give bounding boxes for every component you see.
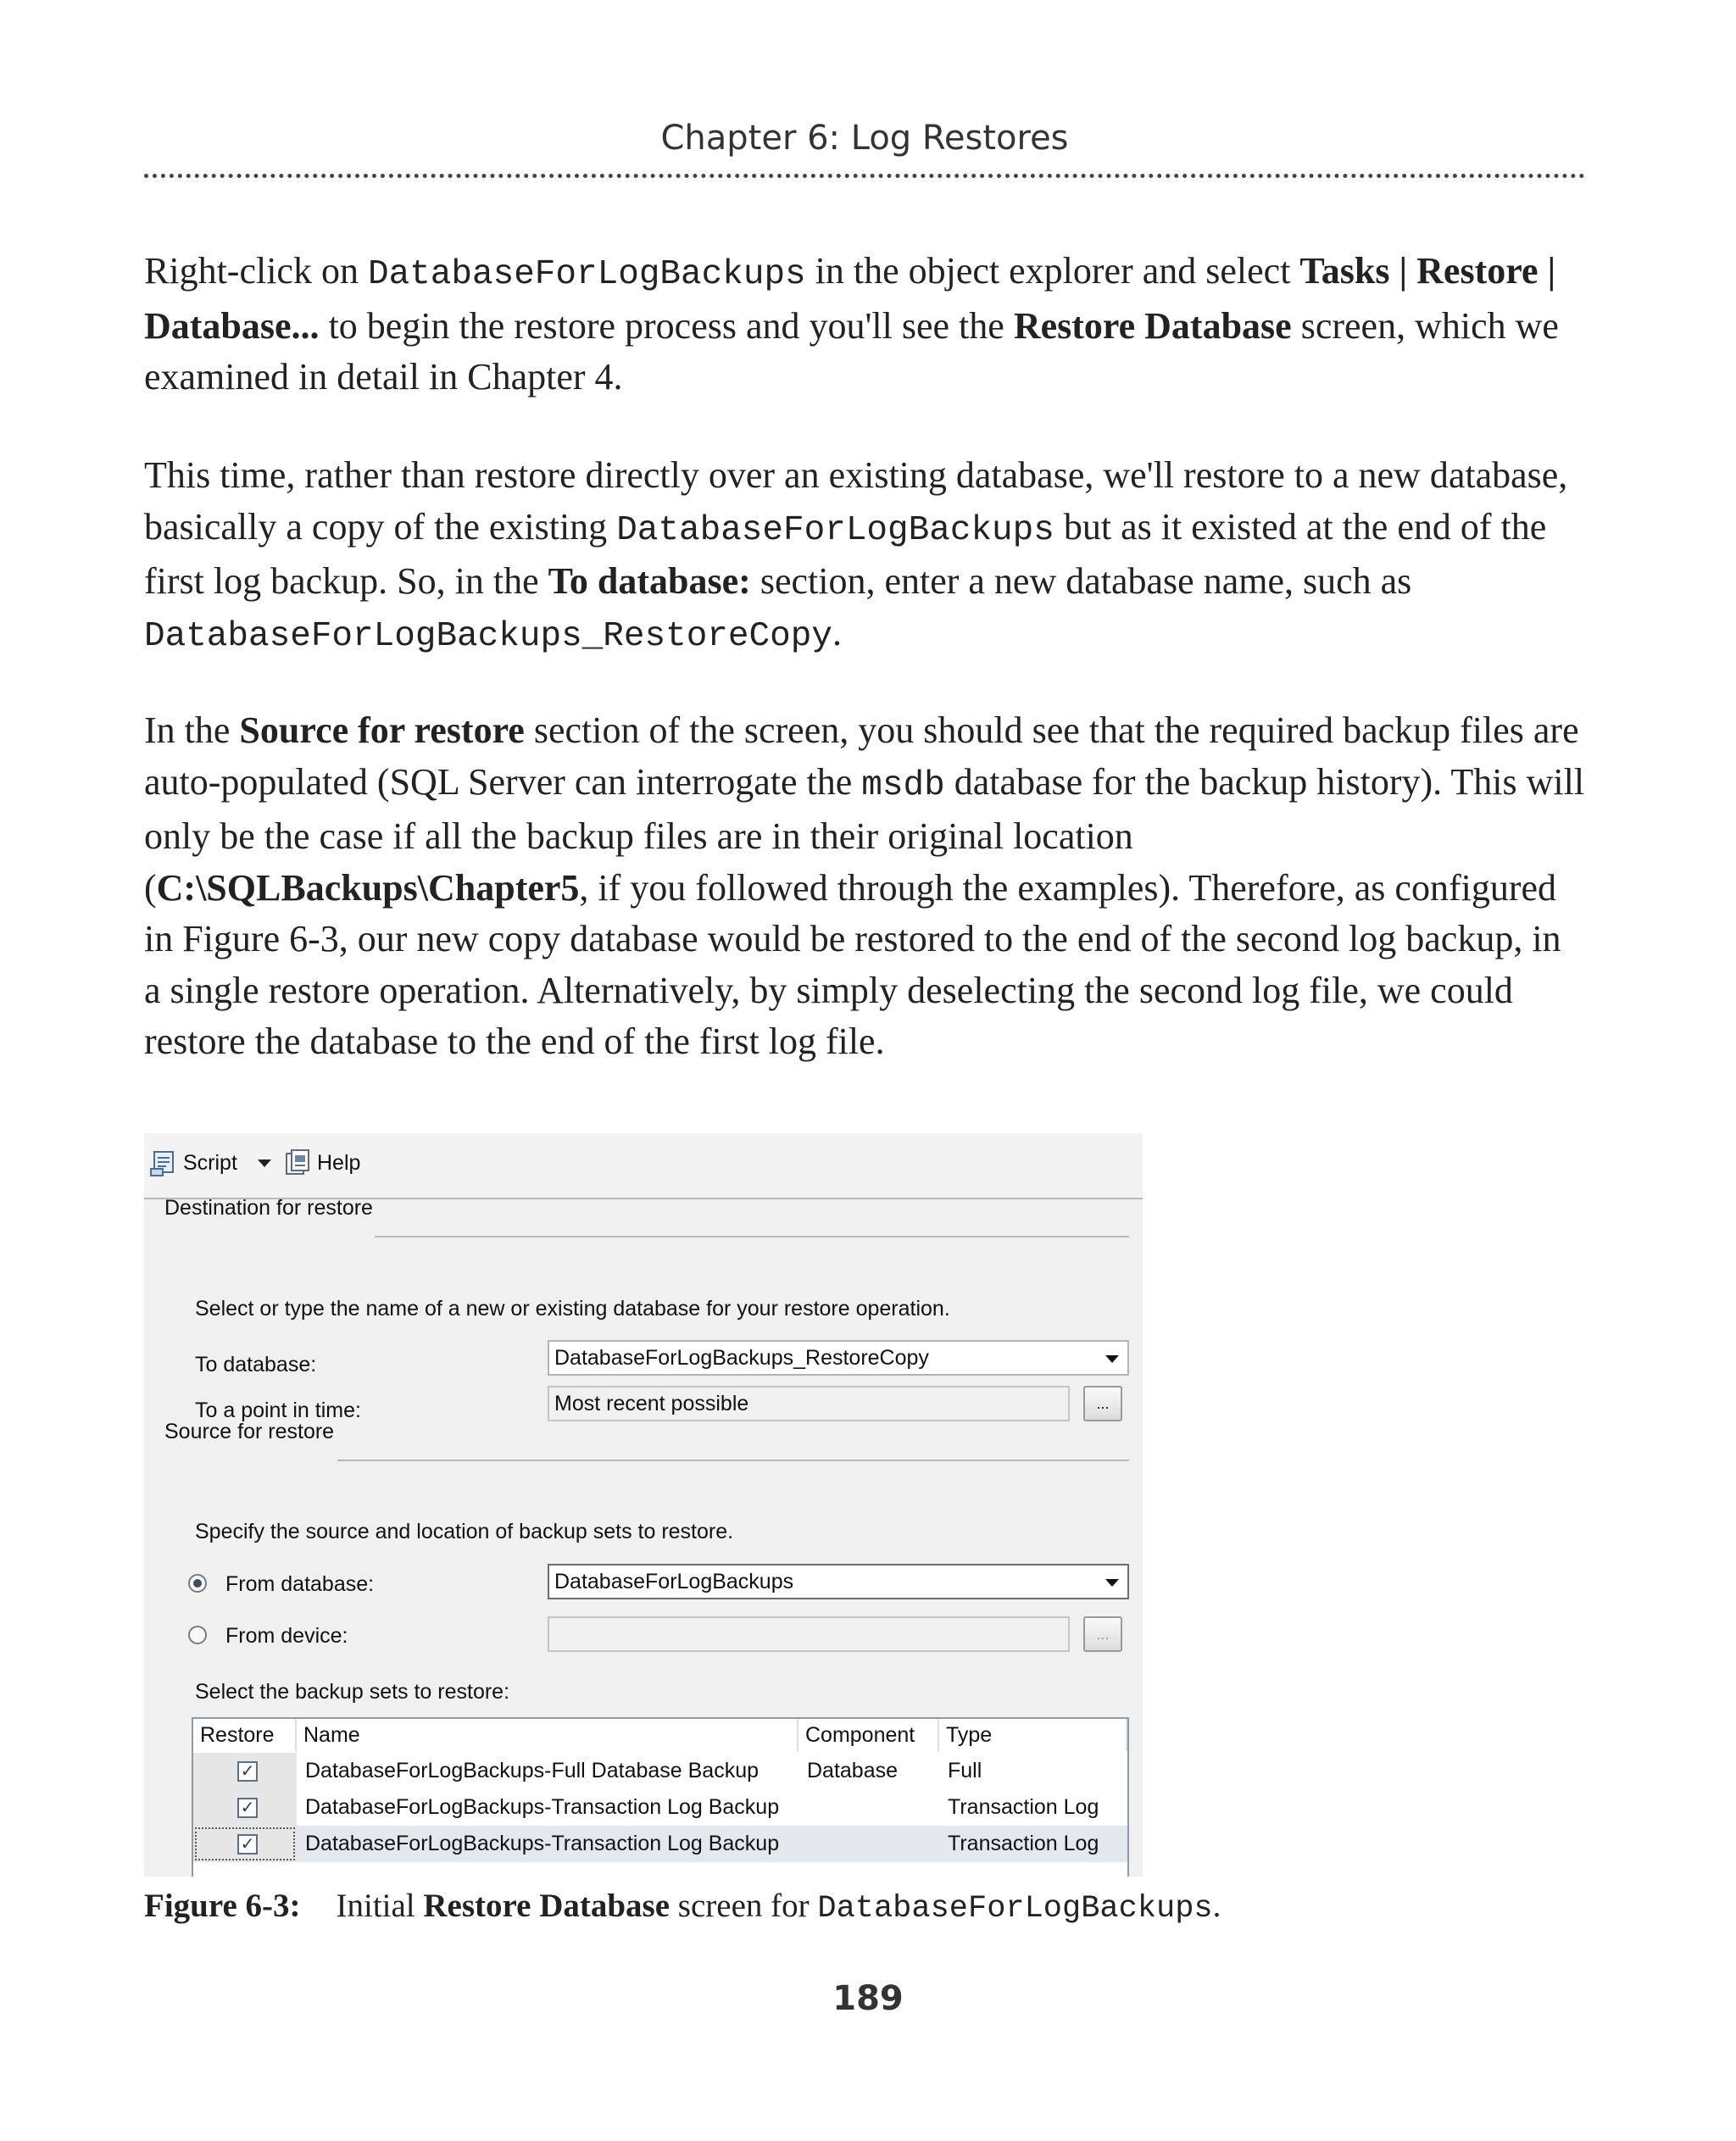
text: In the <box>144 709 240 751</box>
group-divider <box>337 1460 1129 1461</box>
text: Initial <box>336 1888 424 1924</box>
from-device-browse-button: ... <box>1083 1616 1122 1652</box>
file-path: C:\SQLBackups\Chapter5 <box>156 866 580 909</box>
text: to begin the restore process and you'll see the <box>319 304 1014 347</box>
component-cell <box>798 1789 939 1826</box>
script-label: Script <box>183 1150 237 1175</box>
from-device-radio[interactable] <box>188 1626 207 1644</box>
chevron-down-icon[interactable] <box>258 1159 271 1167</box>
text: database for the backup history). This will only be the case if all the backup files are in their original location ( <box>144 760 1585 909</box>
screen-name: Restore Database <box>1013 304 1292 347</box>
restore-cell[interactable] <box>193 1826 297 1862</box>
page-number: 189 <box>832 1979 904 2018</box>
type-cell: Full <box>948 1759 982 1782</box>
from-database-combobox[interactable] <box>548 1564 1129 1599</box>
type-cell: Transaction Log <box>948 1795 1099 1819</box>
point-in-time-value: Most recent possible <box>554 1392 749 1415</box>
code: DatabaseForLogBackups_RestoreCopy <box>144 616 832 656</box>
field-name: To database: <box>548 560 751 602</box>
help-icon <box>283 1148 312 1177</box>
help-button[interactable] <box>283 1148 360 1177</box>
text: in the object explorer and select <box>805 250 1300 292</box>
header-divider <box>144 174 1585 178</box>
text: . <box>1212 1888 1221 1924</box>
to-database-value: DatabaseForLogBackups_RestoreCopy <box>554 1346 929 1370</box>
help-label: Help <box>317 1150 361 1175</box>
backup-sets-grid <box>192 1717 1129 1877</box>
text: screen, which we examined in detail in Chapter 4. <box>144 304 1559 398</box>
name-cell: DatabaseForLogBackups-Transaction Log Backup <box>305 1795 780 1819</box>
chevron-down-icon[interactable] <box>1105 1355 1119 1363</box>
column-header-name[interactable]: Name <box>297 1719 798 1751</box>
select-backup-sets-label: Select the backup sets to restore: <box>195 1680 510 1704</box>
radio-selected-dot <box>193 1579 202 1588</box>
column-header-type[interactable]: Type <box>939 1719 1127 1751</box>
from-device-field <box>548 1616 1070 1652</box>
code: DatabaseForLogBackups <box>616 510 1054 550</box>
table-row-selected[interactable] <box>193 1826 1127 1862</box>
restore-checkbox[interactable]: ✓ <box>237 1761 258 1782</box>
code: msdb <box>861 765 945 805</box>
script-icon <box>149 1148 178 1177</box>
restore-database-screenshot <box>144 1133 1143 1877</box>
restore-checkbox[interactable]: ✓ <box>237 1834 258 1855</box>
toolbar <box>144 1133 1143 1199</box>
section-name: Source for restore <box>239 709 525 751</box>
chevron-down-icon[interactable] <box>1105 1579 1119 1587</box>
point-in-time-field <box>548 1386 1070 1421</box>
from-database-value: DatabaseForLogBackups <box>554 1570 794 1593</box>
name-cell: DatabaseForLogBackups-Transaction Log Backup <box>305 1832 780 1855</box>
restore-cell[interactable] <box>193 1753 297 1789</box>
code: DatabaseForLogBackups <box>367 255 806 294</box>
paragraph-2 <box>144 450 1585 662</box>
to-database-combobox[interactable] <box>548 1340 1129 1376</box>
source-instruction: Specify the source and location of backup sets to restore. <box>195 1520 734 1543</box>
paragraph-3 <box>144 705 1585 1068</box>
from-database-label[interactable]: From database: <box>225 1572 375 1596</box>
component-cell: Database <box>807 1759 899 1782</box>
code: DatabaseForLogBackups <box>817 1891 1213 1927</box>
name-cell: DatabaseForLogBackups-Full Database Backup <box>305 1759 760 1782</box>
text: . <box>832 611 842 653</box>
component-cell <box>798 1826 939 1862</box>
restore-checkbox[interactable]: ✓ <box>237 1798 258 1818</box>
text: section, enter a new database name, such as <box>750 560 1412 602</box>
paragraph-1 <box>144 246 1585 403</box>
type-cell: Transaction Log <box>948 1832 1099 1855</box>
chapter-header: Chapter 6: Log Restores <box>660 119 1069 158</box>
figure-caption <box>144 1887 1221 1927</box>
column-header-restore[interactable]: Restore <box>193 1719 297 1751</box>
text: but as it existed at the end of the first log backup. So, in the <box>144 505 1547 602</box>
table-row[interactable] <box>193 1789 1127 1826</box>
text: section of the screen, you should see that the required backup files are auto-populated (SQL Server can interrogate the <box>144 709 1579 803</box>
from-database-radio[interactable] <box>188 1574 207 1593</box>
screen-name: Restore Database <box>423 1888 670 1924</box>
text: Right-click on <box>144 250 368 292</box>
text: , if you followed through the examples). Therefore, as configured in Figure 6-3, our new copy database would be restored to the end of the second log backup, in a single restore operation. Alternatively, by simply deselecting the second log file, we could restore the database to the end of the first log file. <box>144 866 1561 1062</box>
point-in-time-label: To a point in time: <box>195 1399 361 1422</box>
text: This time, rather than restore directly over an existing database, we'll restore to a new database, basically a copy of the existing <box>144 454 1568 548</box>
destination-instruction: Select or type the name of a new or existing database for your restore operation. <box>195 1297 950 1321</box>
table-row[interactable] <box>193 1753 1127 1789</box>
menu-path: Tasks | Restore | Database... <box>144 250 1556 347</box>
column-header-component[interactable]: Component <box>798 1719 939 1751</box>
group-divider <box>375 1236 1129 1237</box>
point-in-time-browse-button[interactable]: ... <box>1083 1386 1122 1421</box>
text: screen for <box>670 1888 818 1924</box>
to-database-label: To database: <box>195 1353 317 1376</box>
script-button[interactable] <box>149 1148 271 1177</box>
from-device-label[interactable]: From device: <box>225 1624 348 1648</box>
source-group-title: Source for restore <box>164 1420 335 1443</box>
destination-group-title: Destination for restore <box>164 1196 373 1220</box>
figure-label: Figure 6-3: <box>144 1888 301 1924</box>
restore-cell[interactable] <box>193 1789 297 1826</box>
